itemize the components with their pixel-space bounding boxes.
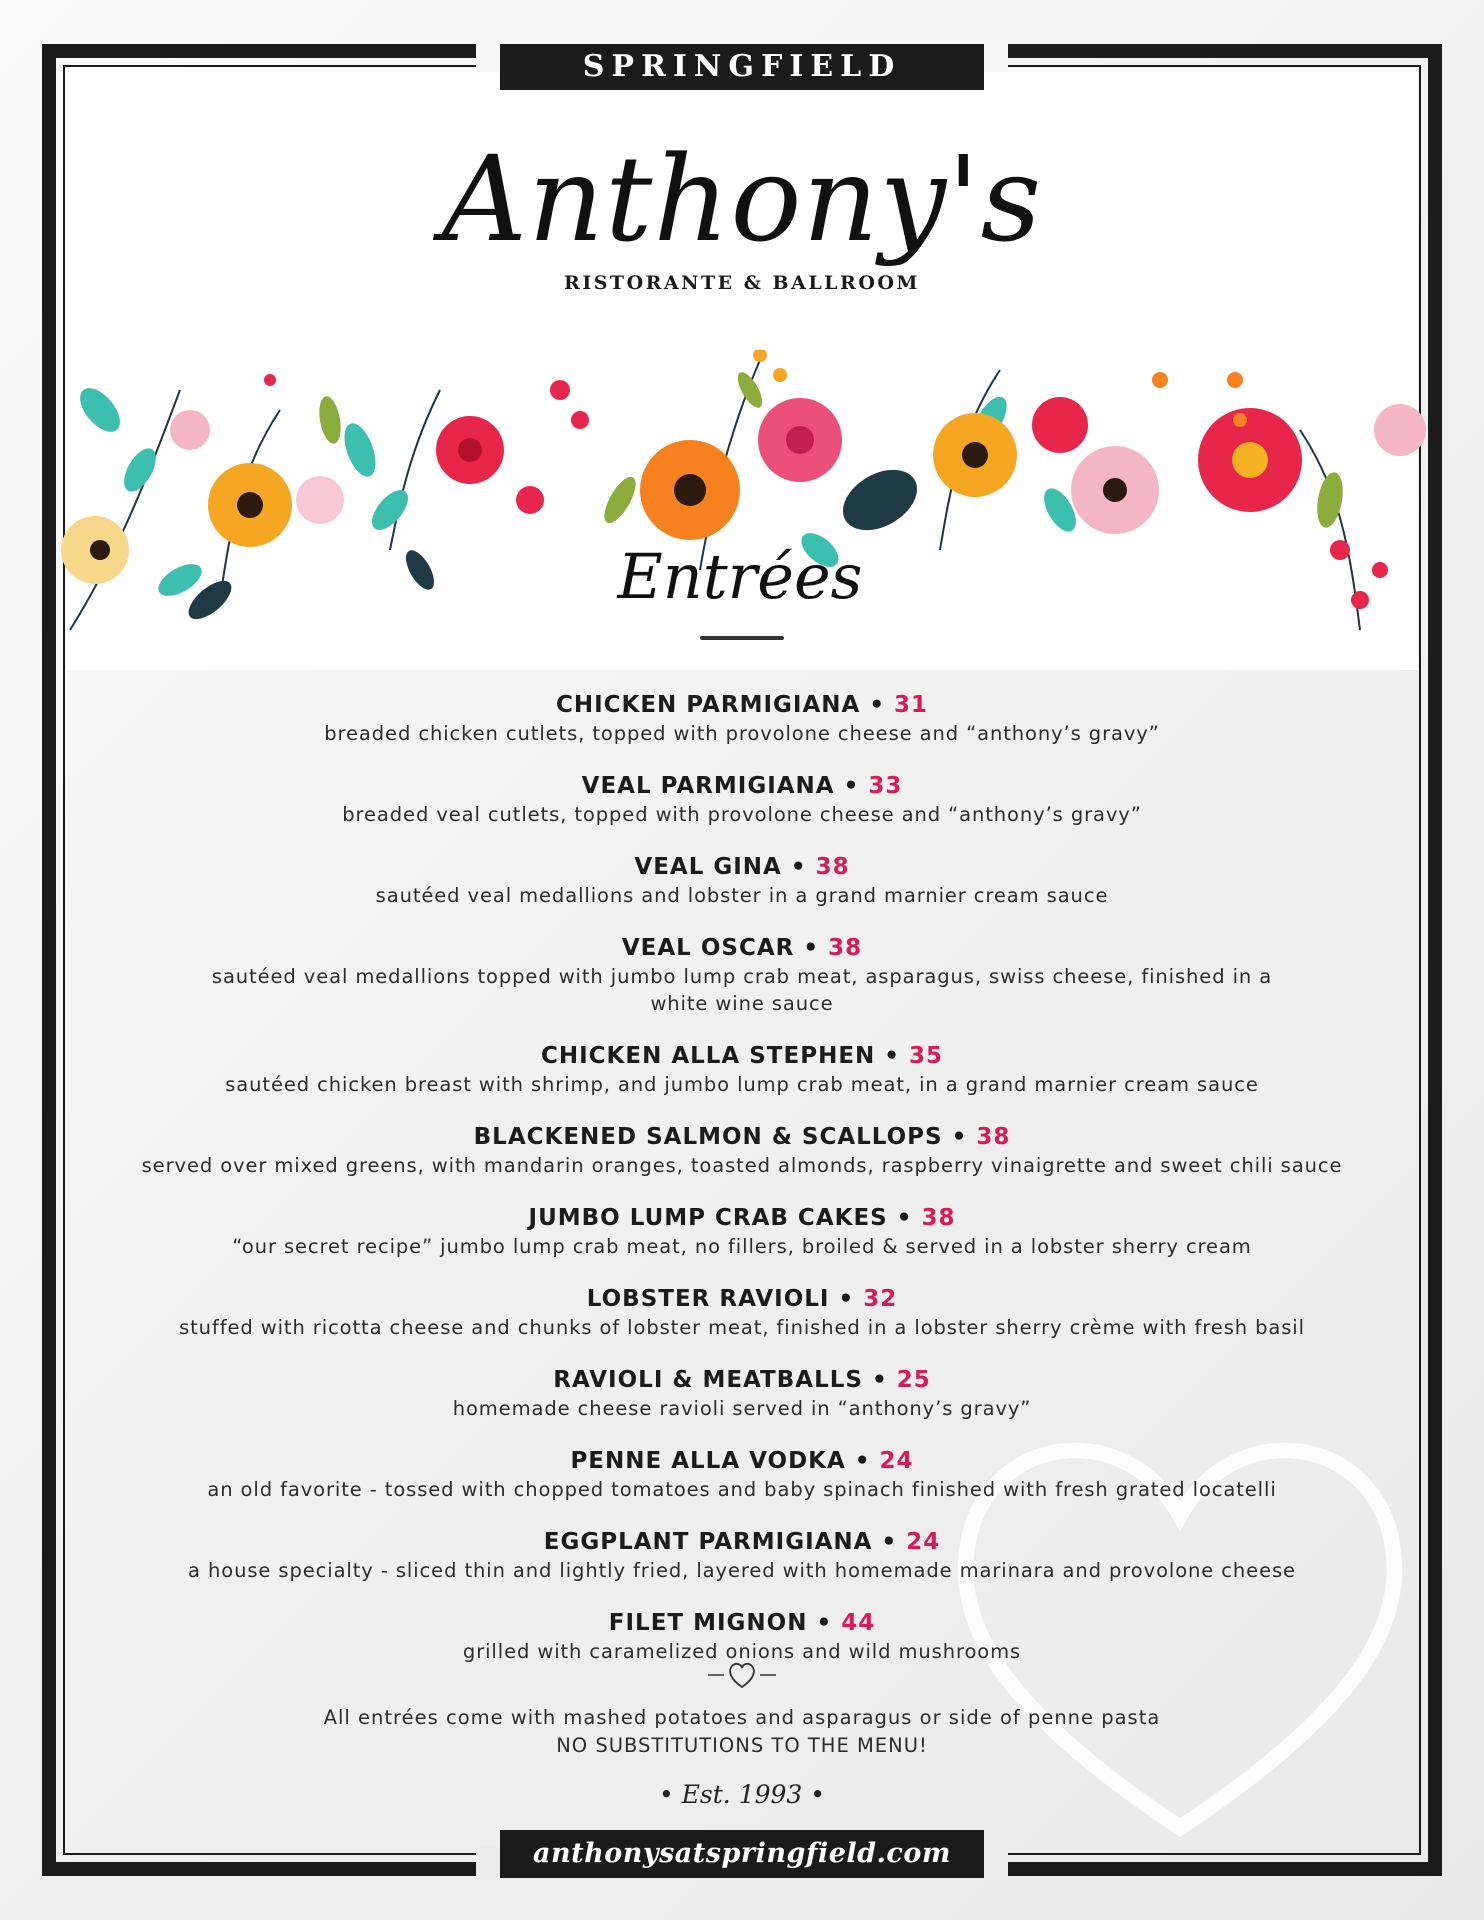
menu-item-price: 24 bbox=[906, 1529, 941, 1555]
menu-item-description: an old favorite - tossed with chopped tomatoes and baby spinach finished with fresh grated locatelli bbox=[207, 1478, 1277, 1501]
menu-item-separator: • bbox=[838, 1286, 855, 1312]
menu-item-description: served over mixed greens, with mandarin oranges, toasted almonds, raspberry vinaigrette and sweet chili sauce bbox=[141, 1154, 1343, 1177]
menu-item-description: homemade cheese ravioli served in “anthony’s gravy” bbox=[452, 1397, 1032, 1420]
restaurant-logo bbox=[400, 130, 1084, 294]
menu-item bbox=[80, 1122, 1404, 1179]
menu-item-price: 24 bbox=[879, 1448, 914, 1474]
menu-item-price: 32 bbox=[863, 1286, 898, 1312]
menu-item-price: 35 bbox=[909, 1043, 944, 1069]
menu-item-separator: • bbox=[816, 1610, 833, 1636]
menu-item bbox=[80, 933, 1404, 1017]
menu-item-description: sautéed chicken breast with shrimp, and jumbo lump crab meat, in a grand marnier cream sauce bbox=[225, 1073, 1259, 1096]
menu-item-separator: • bbox=[896, 1205, 913, 1231]
menu-item-name: VEAL OSCAR bbox=[621, 935, 795, 961]
menu-item-description: breaded veal cutlets, topped with provolone cheese and “anthony’s gravy” bbox=[342, 803, 1142, 826]
menu-item bbox=[80, 771, 1404, 828]
menu-item-heading bbox=[80, 690, 1404, 720]
website-link[interactable]: anthonysatspringfield.com bbox=[500, 1830, 984, 1878]
menu-item bbox=[80, 1365, 1404, 1422]
established-year: • Est. 1993 • bbox=[658, 1780, 826, 1809]
footer-note-line2: NO SUBSTITUTIONS TO THE MENU! bbox=[556, 1734, 928, 1757]
menu-item-description: breaded chicken cutlets, topped with provolone cheese and “anthony’s gravy” bbox=[324, 722, 1160, 745]
title-divider bbox=[700, 636, 784, 640]
footer-note bbox=[80, 1704, 1404, 1760]
menu-item-name: BLACKENED SALMON & SCALLOPS bbox=[473, 1124, 943, 1150]
menu-item bbox=[80, 1284, 1404, 1341]
menu-item-price: 38 bbox=[976, 1124, 1011, 1150]
menu-item-description: sautéed veal medallions topped with jumbo lump crab meat, asparagus, swiss cheese, finished in a white wine sauce bbox=[211, 965, 1273, 1015]
menu-item-name: EGGPLANT PARMIGIANA bbox=[543, 1529, 873, 1555]
menu-item-heading bbox=[80, 1446, 1404, 1476]
menu-item-price: 38 bbox=[815, 854, 850, 880]
menu-item-separator: • bbox=[803, 935, 820, 961]
menu-item-price: 25 bbox=[896, 1367, 931, 1393]
menu-item-heading bbox=[80, 771, 1404, 801]
menu-item-name: JUMBO LUMP CRAB CAKES bbox=[528, 1205, 888, 1231]
menu-item-name: FILET MIGNON bbox=[608, 1610, 808, 1636]
menu-item-heading bbox=[80, 1122, 1404, 1152]
menu-item-separator: • bbox=[843, 773, 860, 799]
menu-item-price: 38 bbox=[828, 935, 863, 961]
menu-item-description: stuffed with ricotta cheese and chunks of lobster meat, finished in a lobster sherry crème with fresh basil bbox=[179, 1316, 1305, 1339]
menu-item bbox=[80, 1446, 1404, 1503]
heart-divider-icon bbox=[692, 1655, 792, 1695]
menu-item-heading bbox=[80, 852, 1404, 882]
menu-item-description: “our secret recipe” jumbo lump crab meat, no fillers, broiled & served in a lobster sherry cream bbox=[232, 1235, 1252, 1258]
menu-item bbox=[80, 852, 1404, 909]
menu-item-price: 31 bbox=[894, 692, 929, 718]
menu-items bbox=[80, 690, 1404, 1689]
menu-item-heading bbox=[80, 1365, 1404, 1395]
menu-item-description: sautéed veal medallions and lobster in a grand marnier cream sauce bbox=[375, 884, 1109, 907]
menu-item-heading bbox=[80, 1284, 1404, 1314]
menu-item-separator: • bbox=[854, 1448, 871, 1474]
menu-item bbox=[80, 1527, 1404, 1584]
location-banner: SPRINGFIELD bbox=[500, 44, 984, 90]
menu-item-heading bbox=[80, 1608, 1404, 1638]
menu-item-heading bbox=[80, 1041, 1404, 1071]
section-title: Entrées bbox=[617, 540, 863, 613]
menu-item-separator: • bbox=[790, 854, 807, 880]
menu-item-name: LOBSTER RAVIOLI bbox=[586, 1286, 830, 1312]
menu-item-separator: • bbox=[871, 1367, 888, 1393]
menu-item-name: RAVIOLI & MEATBALLS bbox=[553, 1367, 863, 1393]
menu-item-separator: • bbox=[951, 1124, 968, 1150]
menu-item-heading bbox=[80, 933, 1404, 963]
menu-item-description: a house specialty - sliced thin and lightly fried, layered with homemade marinara and provolone cheese bbox=[188, 1559, 1296, 1582]
menu-item-heading bbox=[80, 1527, 1404, 1557]
menu-item-separator: • bbox=[881, 1529, 898, 1555]
menu-item bbox=[80, 690, 1404, 747]
brand-subtitle: RISTORANTE & BALLROOM bbox=[564, 272, 920, 294]
menu-item-price: 44 bbox=[841, 1610, 876, 1636]
menu-item-name: VEAL PARMIGIANA bbox=[581, 773, 835, 799]
menu-item-name: CHICKEN ALLA STEPHEN bbox=[540, 1043, 876, 1069]
menu-item-name: CHICKEN PARMIGIANA bbox=[555, 692, 861, 718]
menu-item-price: 33 bbox=[868, 773, 903, 799]
menu-item-name: PENNE ALLA VODKA bbox=[570, 1448, 846, 1474]
menu-item-separator: • bbox=[884, 1043, 900, 1069]
menu-item-description: grilled with caramelized onions and wild mushrooms bbox=[462, 1640, 1022, 1663]
menu-item bbox=[80, 1041, 1404, 1098]
menu-item-heading bbox=[80, 1203, 1404, 1233]
footer-note-line1: All entrées come with mashed potatoes and asparagus or side of penne pasta bbox=[323, 1706, 1161, 1729]
menu-item-separator: • bbox=[869, 692, 886, 718]
menu-item-name: VEAL GINA bbox=[634, 854, 782, 880]
menu-item-price: 38 bbox=[921, 1205, 956, 1231]
brand-name: Anthony's bbox=[441, 130, 1043, 268]
menu-item bbox=[80, 1203, 1404, 1260]
